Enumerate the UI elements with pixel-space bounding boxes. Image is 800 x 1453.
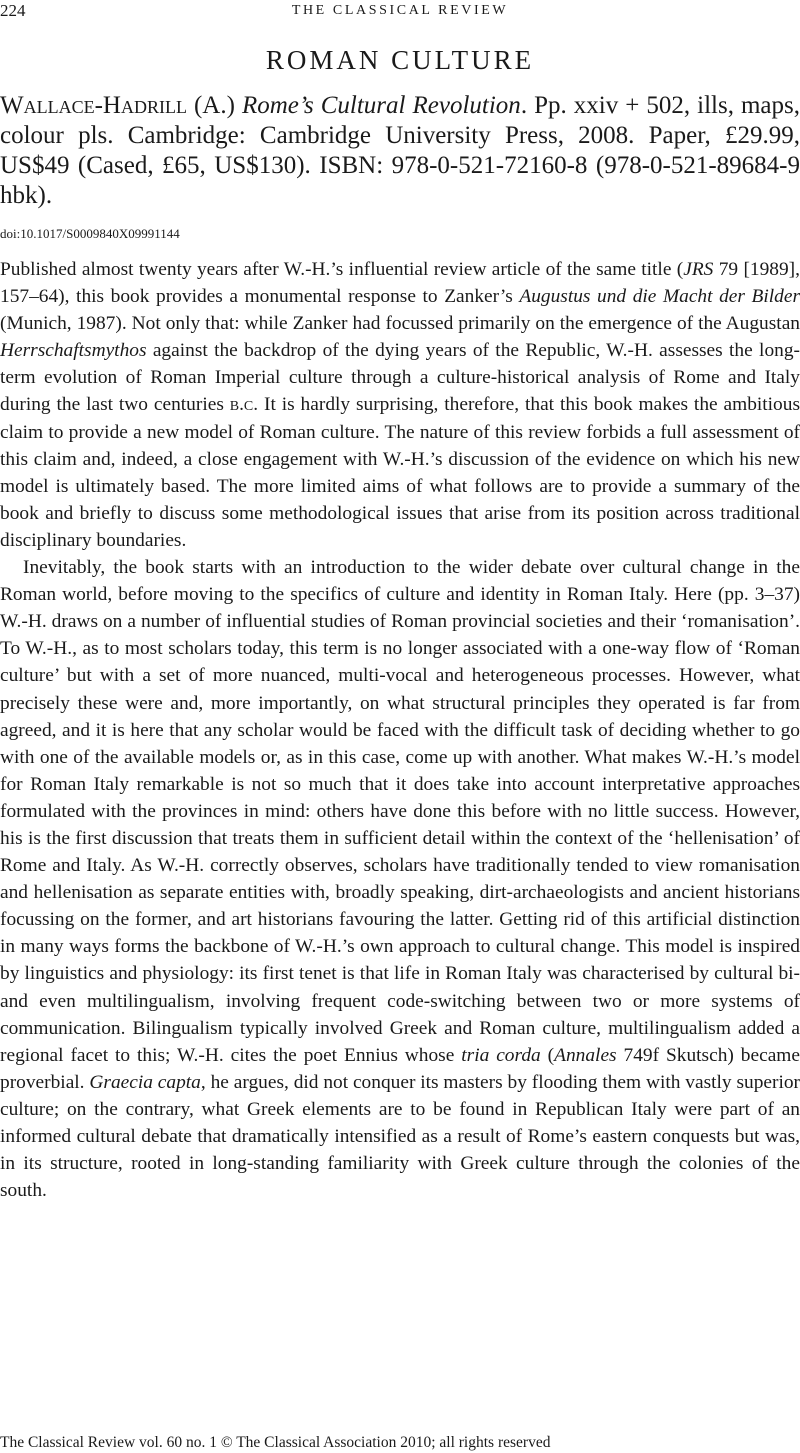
- text-run: Published almost twenty years after W.-H.’s influential review article of the same title (: [0, 259, 684, 280]
- text-run: , he argues, did not conquer its masters by flooding them with vastly superior culture; on the contrary, what Greek elements are to be found in Republican Italy were part of an informed cultural debate that dramatically intensified as a result of Rome’s eastern conquests but was, in its structure, rooted in long-standing familiarity with Greek culture through the colonies of the south.: [0, 1071, 800, 1202]
- citation-initial: (A.): [186, 92, 242, 119]
- text-run: It is hardly surprising, therefore, that this book makes the ambitious claim to provide a new model of Roman culture. The nature of this review forbids a full assessment of this claim and, indeed, a close engagement with W.-H.’s discussion of the evidence on which his new model is ultimately based. The more limited aims of what follows are to provide a summary of the book and briefly to discuss some methodological issues that arise from its position across traditional disciplinary boundaries.: [0, 394, 800, 551]
- text-run: 749f Skutsch) became proverbial.: [0, 1044, 800, 1093]
- text-run: against the backdrop of the dying years of the Republic, W.-H. assesses the long-term evolution of Roman Imperial culture through a culture-historical analysis of Rome and Italy during the last two centuries: [0, 340, 800, 416]
- italic-run: Graecia capta: [89, 1071, 201, 1093]
- text-run: (: [540, 1044, 555, 1066]
- book-citation: [0, 91, 800, 211]
- citation-author: Wallace-Hadrill: [0, 92, 187, 119]
- body-paragraph-1: [0, 256, 800, 554]
- review-body: [0, 256, 800, 1204]
- text-run: Inevitably, the book starts with an introduction to the wider debate over cultural change in the Roman world, before moving to the specifics of culture and identity in Roman Italy. Here (pp. 3–37) W.-H. draws on a number of influential studies of Roman provincial societies and their ‘romanisation’. To W.-H., as to most scholars today, this term is no longer associated with a one-way flow of ‘Roman culture’ but with a set of more nuanced, multi-vocal and heterogeneous processes. However, what precisely these were and, more importantly, on what structural principles they operated is far from agreed, and it is here that any scholar would be faced with the difficult task of deciding whether to go with one of the available models or, as in this case, come up with another. What makes W.-H.’s model for Roman Italy remarkable is not so much that it does take into account interpretative approaches formulated with the provinces in mind: others have done this before with no little success. However, his is the first discussion that treats them in sufficient detail within the context of the ‘hellenisation’ of Rome and Italy. As W.-H. correctly observes, scholars have traditionally tended to view romanisation and hellenisation as separate entities with, broadly speaking, dirt-archaeologists and ancient historians focussing on the former, and art historians favouring the latter. Getting rid of this artificial distinction in many ways forms the backbone of W.-H.’s own approach to cultural change. This model is inspired by linguistics and physiology: its first tenet is that life in Roman Italy was characterised by cultural bi- and even multilingualism, involving frequent code-switching between two or more systems of communication. Bilingualism typically involved Greek and Roman culture, multilingualism added a regional facet to this; W.-H. cites the poet Ennius whose: [0, 557, 800, 1066]
- small-caps-run: b.c.: [229, 394, 259, 416]
- italic-run: Herrschaftsmythos: [0, 340, 147, 362]
- italic-run: Augustus und die Macht der Bilder: [519, 286, 800, 308]
- italic-run: tria corda: [461, 1044, 541, 1066]
- section-title: ROMAN CULTURE: [265, 45, 535, 75]
- body-paragraph-2: [0, 554, 800, 1204]
- copyright-footer: The Classical Review vol. 60 no. 1 © The Classical Association 2010; all rights reserved: [0, 1434, 551, 1451]
- citation-book-title: Rome’s Cultural Revolution: [241, 92, 521, 119]
- page-number: 224: [0, 1, 26, 20]
- text-run: (Munich, 1987). Not only that: while Zanker had focussed primarily on the emergence of the Augustan: [0, 313, 800, 335]
- doi-link[interactable]: doi:10.1017/S0009840X09991144: [0, 226, 180, 241]
- journal-running-title: THE CLASSICAL REVIEW: [291, 3, 509, 18]
- citation-details: . Pp. xxiv + 502, ills, maps, colour pls. Cambridge: Cambridge University Press, 2008. Paper, £29.99, US$49 (Cased, £65, US$130). ISBN: 978-0-521-72160-8 (978-0-521-89684-9 hbk).: [0, 92, 800, 209]
- italic-run: Annales: [554, 1044, 617, 1066]
- running-head: [0, 0, 800, 24]
- italic-run: JRS: [683, 259, 714, 280]
- text-run: 79 [1989], 157–64), this book provides a monumental response to Zanker’s: [0, 259, 800, 308]
